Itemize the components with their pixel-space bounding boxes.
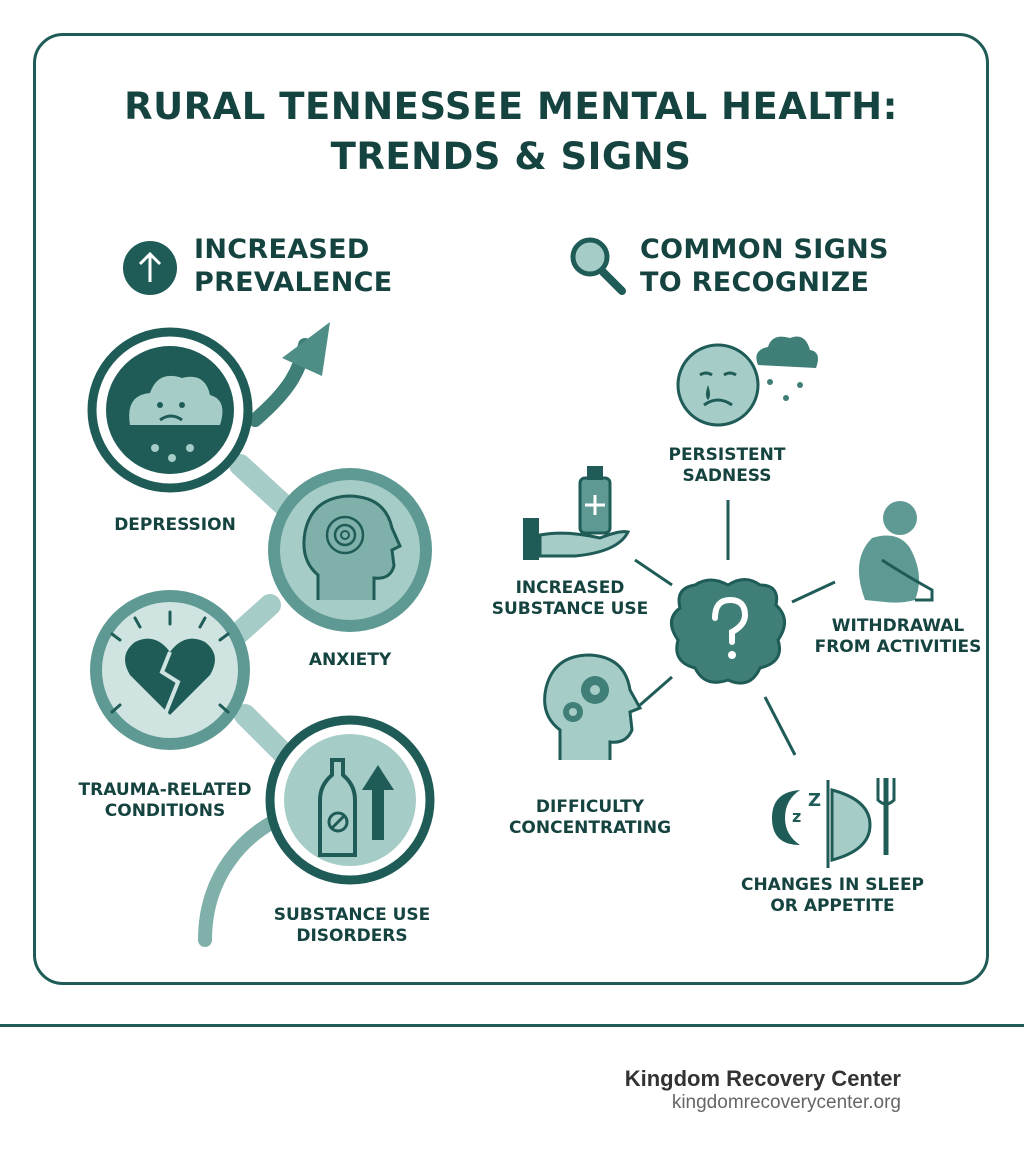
- label-substance-disorders: SUBSTANCE USE DISORDERS: [273, 905, 431, 946]
- footer-divider: [0, 1024, 1024, 1027]
- label-depression: DEPRESSION: [114, 515, 236, 535]
- brand-url[interactable]: kingdomrecoverycenter.org: [671, 1092, 901, 1113]
- magnifier-icon: [573, 240, 622, 291]
- svg-text:Z: Z: [808, 790, 822, 811]
- sad-face-icon: [678, 337, 818, 426]
- moon-plate-fork-icon: [772, 778, 894, 868]
- depression-icon: [92, 332, 248, 488]
- head-gears-icon: [545, 655, 640, 760]
- label-sleep-appetite: CHANGES IN SLEEP OR APPETITE: [740, 875, 925, 916]
- substance-use-icon: [270, 720, 430, 880]
- signs-heading: COMMON SIGNS TO RECOGNIZE: [640, 234, 889, 298]
- trauma-icon: [90, 590, 250, 750]
- brain-question-icon: [671, 580, 784, 684]
- arrow-up-icon: [123, 241, 177, 295]
- label-anxiety: ANXIETY: [308, 650, 392, 670]
- footer-brand: [625, 1066, 901, 1114]
- page-title: RURAL TENNESSEE MENTAL HEALTH: TRENDS & SIGNS: [124, 85, 898, 178]
- label-difficulty-concentrating: DIFFICULTY CONCENTRATING: [508, 797, 672, 838]
- brand-name: Kingdom Recovery Center: [624, 1066, 901, 1091]
- hand-bottle-icon: [523, 466, 628, 560]
- withdrawn-person-icon: [859, 501, 932, 603]
- prevalence-heading: INCREASED PREVALENCE: [194, 234, 393, 298]
- svg-text:z: z: [792, 807, 802, 826]
- growth-arrow-head: [282, 322, 330, 376]
- label-withdrawal: WITHDRAWAL FROM ACTIVITIES: [814, 616, 982, 657]
- label-increased-substance-use: INCREASED SUBSTANCE USE: [491, 578, 649, 619]
- label-trauma: TRAUMA-RELATED CONDITIONS: [78, 780, 252, 821]
- anxiety-icon: [268, 468, 432, 632]
- label-persistent-sadness: PERSISTENT SADNESS: [668, 445, 786, 486]
